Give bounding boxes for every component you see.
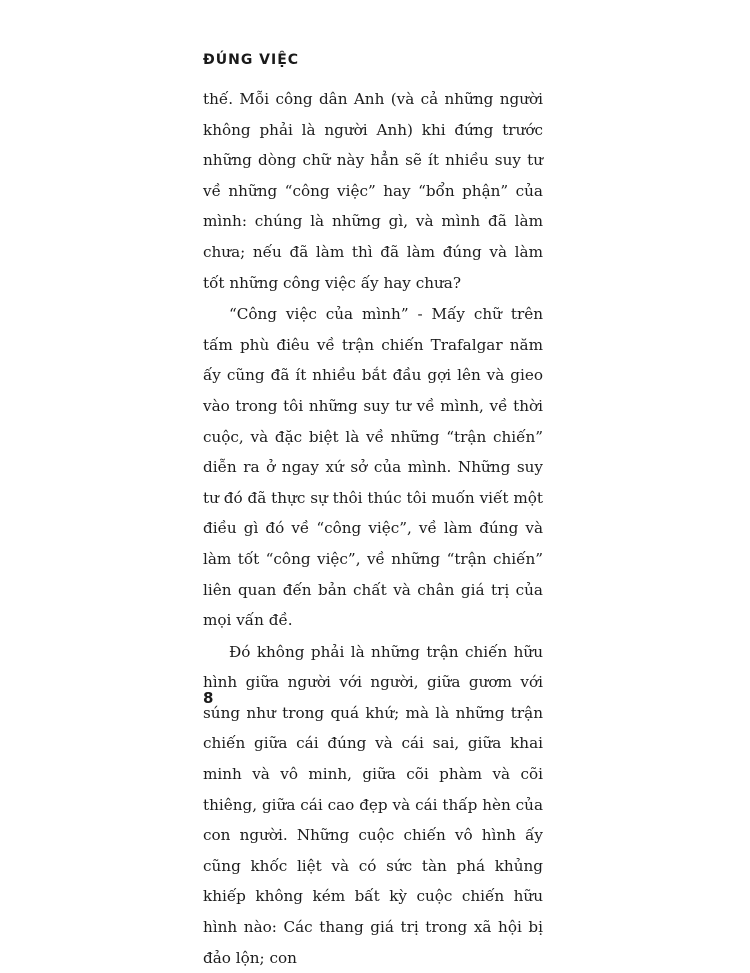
paragraph: “Công việc của mình” - Mấy chữ trên tấm phù điêu về trận chiến Trafalgar năm ấy cũng đã ít nhiều bắt đầu gợi lên và gieo vào trong tôi những suy tư về mình, về thời cuộc, và đặc biệt là về những “trận chiến” diễn ra ở ngay xứ sở của mình. Những suy tư đó đã thực sự thôi thúc tôi muốn viết một điều gì đó về “công việc”, về làm đúng và làm tốt “công việc”, về những “trận chiến” liên quan đến bản chất và chân giá trị của mọi vấn đề. xyxy=(203,305,543,630)
body-text xyxy=(203,84,543,973)
paragraph-continuation: thế. Mỗi công dân Anh (và cả những người không phải là người Anh) khi đứng trước những dòng chữ này hẳn sẽ ít nhiều suy tư về những “công việc” hay “bổn phận” của mình: chúng là những gì, và mình đã làm chưa; nếu đã làm thì đã làm đúng và làm tốt những công việc ấy hay chưa? xyxy=(203,90,543,292)
page-number: 8 xyxy=(203,689,214,707)
paragraph: Đó không phải là những trận chiến hữu hình giữa người với người, giữa gươm với súng như trong quá khứ; mà là những trận chiến giữa cái đúng và cái sai, giữa khai minh và vô minh, giữa cõi phàm và cõi thiêng, giữa cái cao đẹp và cái thấp hèn của con người. Những cuộc chiến vô hình ấy cũng khốc liệt và có sức tàn phá khủng khiếp không kém bất kỳ cuộc chiến hữu hình nào: Các thang giá trị trong xã hội bị đảo lộn; con xyxy=(203,642,543,967)
running-header: ĐÚNG VIỆC xyxy=(203,52,300,68)
